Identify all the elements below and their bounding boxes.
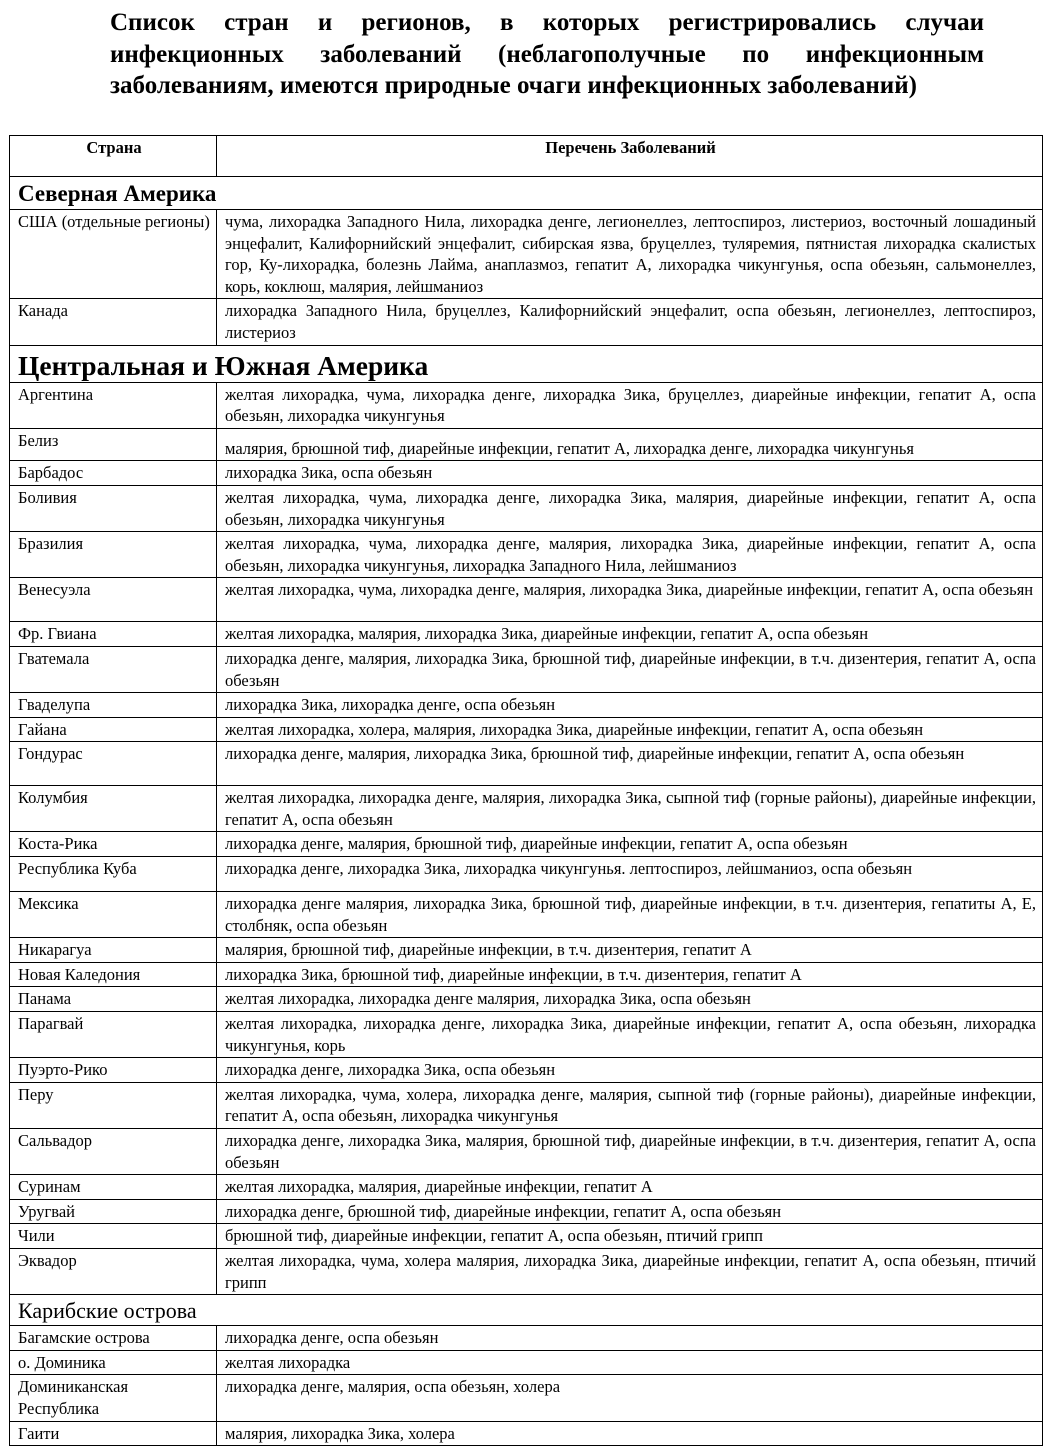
country-cell: Белиз (10, 428, 217, 461)
table-row (10, 299, 1043, 345)
diseases-cell: лихорадка денге, оспа обезьян (217, 1326, 1043, 1351)
table-row (10, 1326, 1043, 1351)
diseases-cell: желтая лихорадка, лихорадка денге, лихорадка Зика, диарейные инфекции, гепатит А, оспа обезьян, лихорадка чикунгунья, корь (217, 1012, 1043, 1058)
country-cell: Республика Куба (10, 857, 217, 892)
country-cell: Гондурас (10, 742, 217, 786)
country-cell: Аргентина (10, 382, 217, 428)
diseases-table (9, 135, 1043, 1446)
country-cell: Доминиканская Республика (10, 1375, 217, 1421)
country-cell: Новая Каледония (10, 962, 217, 987)
diseases-cell: лихорадка Зика, оспа обезьян (217, 461, 1043, 486)
table-row (10, 461, 1043, 486)
diseases-cell: брюшной тиф, диарейные инфекции, гепатит А, оспа обезьян, птичий грипп (217, 1224, 1043, 1249)
table-row (10, 1375, 1043, 1421)
country-cell: Уругвай (10, 1199, 217, 1224)
table-row (10, 1248, 1043, 1294)
table-header-row (10, 136, 1043, 177)
country-cell: Гаити (10, 1421, 217, 1446)
country-cell: Суринам (10, 1175, 217, 1200)
diseases-cell: желтая лихорадка, малярия, диарейные инфекции, гепатит А (217, 1175, 1043, 1200)
table-row (10, 382, 1043, 428)
table-row (10, 1082, 1043, 1128)
country-cell: Колумбия (10, 786, 217, 832)
country-cell: Парагвай (10, 1012, 217, 1058)
country-cell: Багамские острова (10, 1326, 217, 1351)
table-row (10, 742, 1043, 786)
table-row (10, 1175, 1043, 1200)
country-cell: Мексика (10, 892, 217, 938)
diseases-cell: лихорадка денге, лихорадка Зика, оспа обезьян (217, 1058, 1043, 1083)
diseases-cell: желтая лихорадка, чума, лихорадка денге, малярия, лихорадка Зика, диарейные инфекции, гепатит А, оспа обезьян (217, 578, 1043, 622)
country-cell: Никарагуа (10, 938, 217, 963)
diseases-cell: малярия, брюшной тиф, диарейные инфекции, гепатит А, лихорадка денге, лихорадка чикунгунья (217, 428, 1043, 461)
diseases-cell: лихорадка денге, малярия, лихорадка Зика, брюшной тиф, диарейные инфекции, гепатит А, оспа обезьян (217, 742, 1043, 786)
diseases-cell: лихорадка денге, лихорадка Зика, малярия, брюшной тиф, диарейные инфекции, в т.ч. дизентерия, гепатит А, оспа обезьян (217, 1129, 1043, 1175)
table-row (10, 962, 1043, 987)
diseases-cell: лихорадка денге, малярия, лихорадка Зика, брюшной тиф, диарейные инфекции, в т.ч. дизентерия, гепатит А, оспа обезьян (217, 646, 1043, 692)
country-cell: Гайана (10, 717, 217, 742)
diseases-cell: лихорадка денге, лихорадка Зика, лихорадка чикунгунья. лептоспироз, лейшманиоз, оспа обезьян (217, 857, 1043, 892)
diseases-cell: желтая лихорадка, чума, холера, лихорадка денге, малярия, сыпной тиф (горные районы), диарейные инфекции, гепатит А, оспа обезьян, лихорадка чикунгунья (217, 1082, 1043, 1128)
table-row (10, 485, 1043, 531)
table-row (10, 892, 1043, 938)
country-cell: Панама (10, 987, 217, 1012)
country-cell: Бразилия (10, 532, 217, 578)
table-row (10, 1350, 1043, 1375)
table-body (10, 177, 1043, 1446)
table-row (10, 1058, 1043, 1083)
diseases-cell: желтая лихорадка, малярия, лихорадка Зика, диарейные инфекции, гепатит А, оспа обезьян (217, 622, 1043, 647)
table-row (10, 532, 1043, 578)
diseases-cell: лихорадка денге, малярия, брюшной тиф, диарейные инфекции, гепатит А, оспа обезьян (217, 832, 1043, 857)
country-cell: Боливия (10, 485, 217, 531)
table-row (10, 210, 1043, 299)
country-cell: Гваделупа (10, 693, 217, 718)
diseases-cell: желтая лихорадка (217, 1350, 1043, 1375)
diseases-cell: лихорадка Зика, лихорадка денге, оспа обезьян (217, 693, 1043, 718)
country-cell: США (отдельные регионы) (10, 210, 217, 299)
country-cell: о. Доминика (10, 1350, 217, 1375)
table-row (10, 938, 1043, 963)
diseases-cell: лихорадка Западного Нила, бруцеллез, Калифорнийский энцефалит, оспа обезьян, легионеллез, лептоспироз, листериоз (217, 299, 1043, 345)
diseases-cell: лихорадка Зика, брюшной тиф, диарейные инфекции, в т.ч. дизентерия, гепатит А (217, 962, 1043, 987)
header-country: Страна (10, 136, 217, 177)
country-cell: Гватемала (10, 646, 217, 692)
diseases-cell: желтая лихорадка, чума, лихорадка денге, лихорадка Зика, малярия, диарейные инфекции, гепатит А, оспа обезьян, лихорадка чикунгунья (217, 485, 1043, 531)
diseases-cell: чума, лихорадка Западного Нила, лихорадка денге, легионеллез, лептоспироз, листериоз, восточный лошадиный энцефалит, Калифорнийский энцефалит, сибирская язва, бруцеллез, туляремия, пятнистая лихорадка скалистых гор, Ку-лихорадка, болезнь Лайма, анаплазмоз, гепатит А, лихорадка чикунгунья, оспа обезьян, сальмонеллез, корь, коклюш, малярия, лейшманиоз (217, 210, 1043, 299)
country-cell: Коста-Рика (10, 832, 217, 857)
diseases-cell: малярия, лихорадка Зика, холера (217, 1421, 1043, 1446)
table-row (10, 832, 1043, 857)
diseases-cell: малярия, брюшной тиф, диарейные инфекции, в т.ч. дизентерия, гепатит А (217, 938, 1043, 963)
table-row (10, 987, 1043, 1012)
diseases-cell: желтая лихорадка, чума, холера малярия, лихорадка Зика, диарейные инфекции, гепатит А, оспа обезьян, птичий грипп (217, 1248, 1043, 1294)
region-title: Центральная и Южная Америка (10, 345, 1043, 382)
diseases-cell: желтая лихорадка, лихорадка денге малярия, лихорадка Зика, оспа обезьян (217, 987, 1043, 1012)
country-cell: Барбадос (10, 461, 217, 486)
table-row (10, 578, 1043, 622)
table-row (10, 1199, 1043, 1224)
header-diseases: Перечень Заболеваний (217, 136, 1043, 177)
diseases-cell: лихорадка денге малярия, лихорадка Зика, брюшной тиф, диарейные инфекции, в т.ч. дизентерия, гепатиты А, Е, столбняк, оспа обезьян (217, 892, 1043, 938)
country-cell: Перу (10, 1082, 217, 1128)
region-title: Северная Америка (10, 177, 1043, 210)
diseases-cell: желтая лихорадка, лихорадка денге, малярия, лихорадка Зика, сыпной тиф (горные районы), диарейные инфекции, гепатит А, оспа обезьян (217, 786, 1043, 832)
page-title: Список стран и регионов, в которых регистрировались случаи инфекционных заболеваний (неблагополучные по инфекционным заболеваниям, имеются природные очаги инфекционных заболеваний) (110, 9, 984, 99)
region-header-row (10, 177, 1043, 210)
country-cell: Эквадор (10, 1248, 217, 1294)
diseases-cell: желтая лихорадка, чума, лихорадка денге, малярия, лихорадка Зика, диарейные инфекции, гепатит А, оспа обезьян, лихорадка чикунгунья, лихорадка Западного Нила, лейшманиоз (217, 532, 1043, 578)
country-cell: Фр. Гвиана (10, 622, 217, 647)
country-cell: Венесуэла (10, 578, 217, 622)
country-cell: Канада (10, 299, 217, 345)
table-row (10, 693, 1043, 718)
table-row (10, 1129, 1043, 1175)
diseases-cell: желтая лихорадка, чума, лихорадка денге, лихорадка Зика, бруцеллез, диарейные инфекции, гепатит А, оспа обезьян, лихорадка чикунгунья (217, 382, 1043, 428)
table-row (10, 622, 1043, 647)
table-row (10, 857, 1043, 892)
diseases-cell: лихорадка денге, малярия, оспа обезьян, холера (217, 1375, 1043, 1421)
region-header-row (10, 345, 1043, 382)
diseases-cell: желтая лихорадка, холера, малярия, лихорадка Зика, диарейные инфекции, гепатит А, оспа обезьян (217, 717, 1043, 742)
region-title: Карибские острова (10, 1295, 1043, 1326)
table-row (10, 428, 1043, 461)
table-row (10, 786, 1043, 832)
country-cell: Пуэрто-Рико (10, 1058, 217, 1083)
table-row (10, 1224, 1043, 1249)
table-row (10, 646, 1043, 692)
country-cell: Чили (10, 1224, 217, 1249)
table-row (10, 1421, 1043, 1446)
table-row (10, 1012, 1043, 1058)
diseases-cell: лихорадка денге, брюшной тиф, диарейные инфекции, гепатит А, оспа обезьян (217, 1199, 1043, 1224)
table-row (10, 717, 1043, 742)
region-header-row (10, 1295, 1043, 1326)
country-cell: Сальвадор (10, 1129, 217, 1175)
